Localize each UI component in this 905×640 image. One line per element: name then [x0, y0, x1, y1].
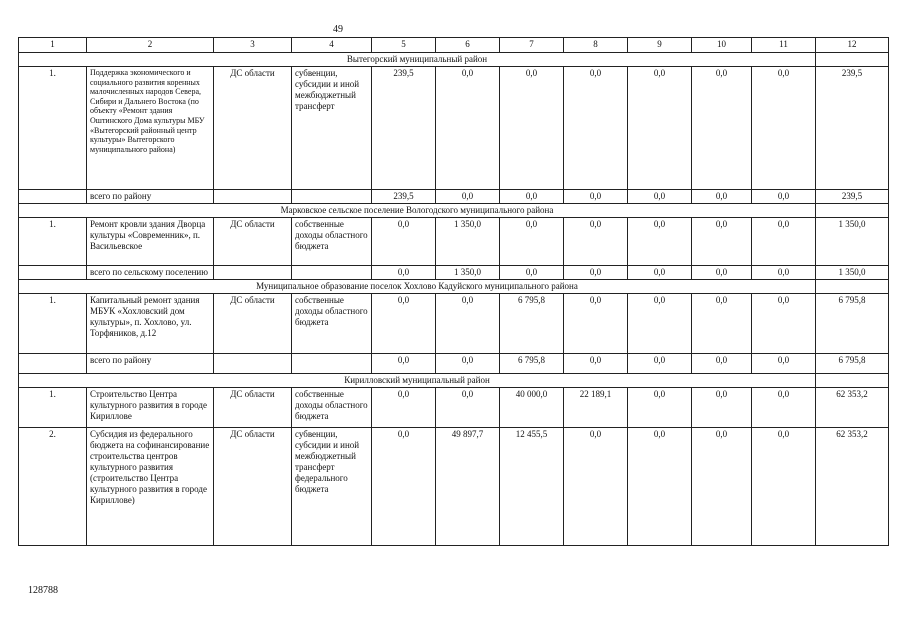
- table-row: [19, 427, 889, 545]
- col-header: 5: [372, 38, 436, 53]
- row-type: собственные доходы областного бюджета: [292, 387, 372, 427]
- value-cell: 62 353,2: [816, 427, 889, 545]
- col-header: 3: [214, 38, 292, 53]
- total-value: 0,0: [628, 353, 692, 373]
- total-value: 239,5: [816, 190, 889, 204]
- col-header: 12: [816, 38, 889, 53]
- row-name: Поддержка экономического и социального развития коренных малочисленных народов Севера, Сибири и Дальнего Востока (по объекту «Ремонт здания Оштинского Дома культуры МБУ «Вытегорский районный центр культуры» Вытегорского муниципального района): [87, 67, 214, 190]
- col-header: 10: [692, 38, 752, 53]
- value-cell: 0,0: [372, 217, 436, 265]
- total-value: 1 350,0: [816, 265, 889, 279]
- value-cell: 0,0: [500, 67, 564, 190]
- total-value: 0,0: [372, 265, 436, 279]
- table-row: [19, 387, 889, 427]
- value-cell: 1 350,0: [816, 217, 889, 265]
- total-row: [19, 353, 889, 373]
- row-type: собственные доходы областного бюджета: [292, 217, 372, 265]
- total-value: 0,0: [628, 265, 692, 279]
- value-cell: 0,0: [436, 67, 500, 190]
- header-row: [19, 38, 889, 53]
- total-value: 0,0: [564, 353, 628, 373]
- value-cell: 239,5: [816, 67, 889, 190]
- empty-cell: [292, 190, 372, 204]
- empty-cell: [19, 353, 87, 373]
- empty-cell: [214, 190, 292, 204]
- col-header: 7: [500, 38, 564, 53]
- total-value: 0,0: [372, 353, 436, 373]
- total-label: всего по району: [87, 190, 214, 204]
- value-cell: 0,0: [692, 293, 752, 353]
- empty-cell: [816, 53, 889, 67]
- section-title-row: [19, 53, 889, 67]
- total-value: 0,0: [564, 265, 628, 279]
- total-value: 0,0: [500, 190, 564, 204]
- value-cell: 6 795,8: [816, 293, 889, 353]
- value-cell: 239,5: [372, 67, 436, 190]
- section-title: Муниципальное образование поселок Хохлово Кадуйского муниципального района: [19, 279, 816, 293]
- table-row: [19, 217, 889, 265]
- row-number: 1.: [19, 217, 87, 265]
- row-type: субвенции, субсидии и иной межбюджетный трансферт федерального бюджета: [292, 427, 372, 545]
- document-code: 128788: [28, 585, 58, 596]
- funding-table: [18, 37, 889, 546]
- value-cell: 0,0: [692, 217, 752, 265]
- value-cell: 6 795,8: [500, 293, 564, 353]
- total-value: 0,0: [692, 265, 752, 279]
- row-name: Субсидия из федерального бюджета на софинансирование строительства центров культурного развития (строительство Центра культурного развития в городе Кириллове): [87, 427, 214, 545]
- col-header: 8: [564, 38, 628, 53]
- col-header: 4: [292, 38, 372, 53]
- empty-cell: [816, 373, 889, 387]
- col-header: 11: [752, 38, 816, 53]
- value-cell: 1 350,0: [436, 217, 500, 265]
- value-cell: 0,0: [752, 67, 816, 190]
- value-cell: 0,0: [692, 387, 752, 427]
- row-number: 1.: [19, 67, 87, 190]
- value-cell: 40 000,0: [500, 387, 564, 427]
- empty-cell: [19, 190, 87, 204]
- section-title-row: [19, 373, 889, 387]
- total-label: всего по району: [87, 353, 214, 373]
- value-cell: 12 455,5: [500, 427, 564, 545]
- row-number: 1.: [19, 387, 87, 427]
- row-name: Ремонт кровли здания Дворца культуры «Современник», п. Васильевское: [87, 217, 214, 265]
- value-cell: 0,0: [372, 293, 436, 353]
- col-header: 6: [436, 38, 500, 53]
- value-cell: 0,0: [372, 427, 436, 545]
- row-source: ДС области: [214, 67, 292, 190]
- value-cell: 0,0: [752, 217, 816, 265]
- total-row: [19, 265, 889, 279]
- row-source: ДС области: [214, 217, 292, 265]
- table-row: [19, 293, 889, 353]
- value-cell: 0,0: [436, 387, 500, 427]
- section-title-row: [19, 279, 889, 293]
- total-value: 0,0: [692, 190, 752, 204]
- total-value: 1 350,0: [436, 265, 500, 279]
- value-cell: 62 353,2: [816, 387, 889, 427]
- total-value: 0,0: [628, 190, 692, 204]
- col-header: 9: [628, 38, 692, 53]
- total-value: 0,0: [564, 190, 628, 204]
- value-cell: 0,0: [564, 293, 628, 353]
- col-header: 2: [87, 38, 214, 53]
- value-cell: 0,0: [564, 217, 628, 265]
- section-title: Вытегорский муниципальный район: [19, 53, 816, 67]
- value-cell: 22 189,1: [564, 387, 628, 427]
- row-name: Капитальный ремонт здания МБУК «Хохловский дом культуры», п. Хохлово, ул. Торфяников, д.12: [87, 293, 214, 353]
- col-header: 1: [19, 38, 87, 53]
- value-cell: 0,0: [628, 427, 692, 545]
- empty-cell: [292, 353, 372, 373]
- total-label: всего по сельскому поселению: [87, 265, 214, 279]
- total-value: 0,0: [752, 265, 816, 279]
- page-number: 49: [333, 24, 343, 35]
- empty-cell: [214, 265, 292, 279]
- empty-cell: [214, 353, 292, 373]
- total-value: 6 795,8: [816, 353, 889, 373]
- value-cell: 0,0: [752, 387, 816, 427]
- total-value: 0,0: [752, 353, 816, 373]
- value-cell: 0,0: [628, 293, 692, 353]
- total-value: 0,0: [436, 190, 500, 204]
- value-cell: 0,0: [692, 67, 752, 190]
- section-title: Марковское сельское поселение Вологодского муниципального района: [19, 203, 816, 217]
- value-cell: 0,0: [692, 427, 752, 545]
- row-name: Строительство Центра культурного развития в городе Кириллове: [87, 387, 214, 427]
- value-cell: 0,0: [564, 427, 628, 545]
- value-cell: 0,0: [500, 217, 564, 265]
- row-type: собственные доходы областного бюджета: [292, 293, 372, 353]
- table-row: [19, 67, 889, 190]
- row-type: субвенции, субсидии и иной межбюджетный трансферт: [292, 67, 372, 190]
- row-source: ДС области: [214, 387, 292, 427]
- section-title: Кирилловский муниципальный район: [19, 373, 816, 387]
- empty-cell: [816, 203, 889, 217]
- value-cell: 0,0: [436, 293, 500, 353]
- value-cell: 0,0: [564, 67, 628, 190]
- total-value: 6 795,8: [500, 353, 564, 373]
- value-cell: 0,0: [628, 387, 692, 427]
- total-value: 0,0: [692, 353, 752, 373]
- value-cell: 0,0: [628, 217, 692, 265]
- total-row: [19, 190, 889, 204]
- row-number: 1.: [19, 293, 87, 353]
- total-value: 0,0: [500, 265, 564, 279]
- empty-cell: [292, 265, 372, 279]
- total-value: 0,0: [436, 353, 500, 373]
- value-cell: 49 897,7: [436, 427, 500, 545]
- empty-cell: [19, 265, 87, 279]
- section-title-row: [19, 203, 889, 217]
- total-value: 0,0: [752, 190, 816, 204]
- row-number: 2.: [19, 427, 87, 545]
- value-cell: 0,0: [752, 293, 816, 353]
- total-value: 239,5: [372, 190, 436, 204]
- value-cell: 0,0: [752, 427, 816, 545]
- row-source: ДС области: [214, 293, 292, 353]
- value-cell: 0,0: [372, 387, 436, 427]
- empty-cell: [816, 279, 889, 293]
- value-cell: 0,0: [628, 67, 692, 190]
- row-source: ДС области: [214, 427, 292, 545]
